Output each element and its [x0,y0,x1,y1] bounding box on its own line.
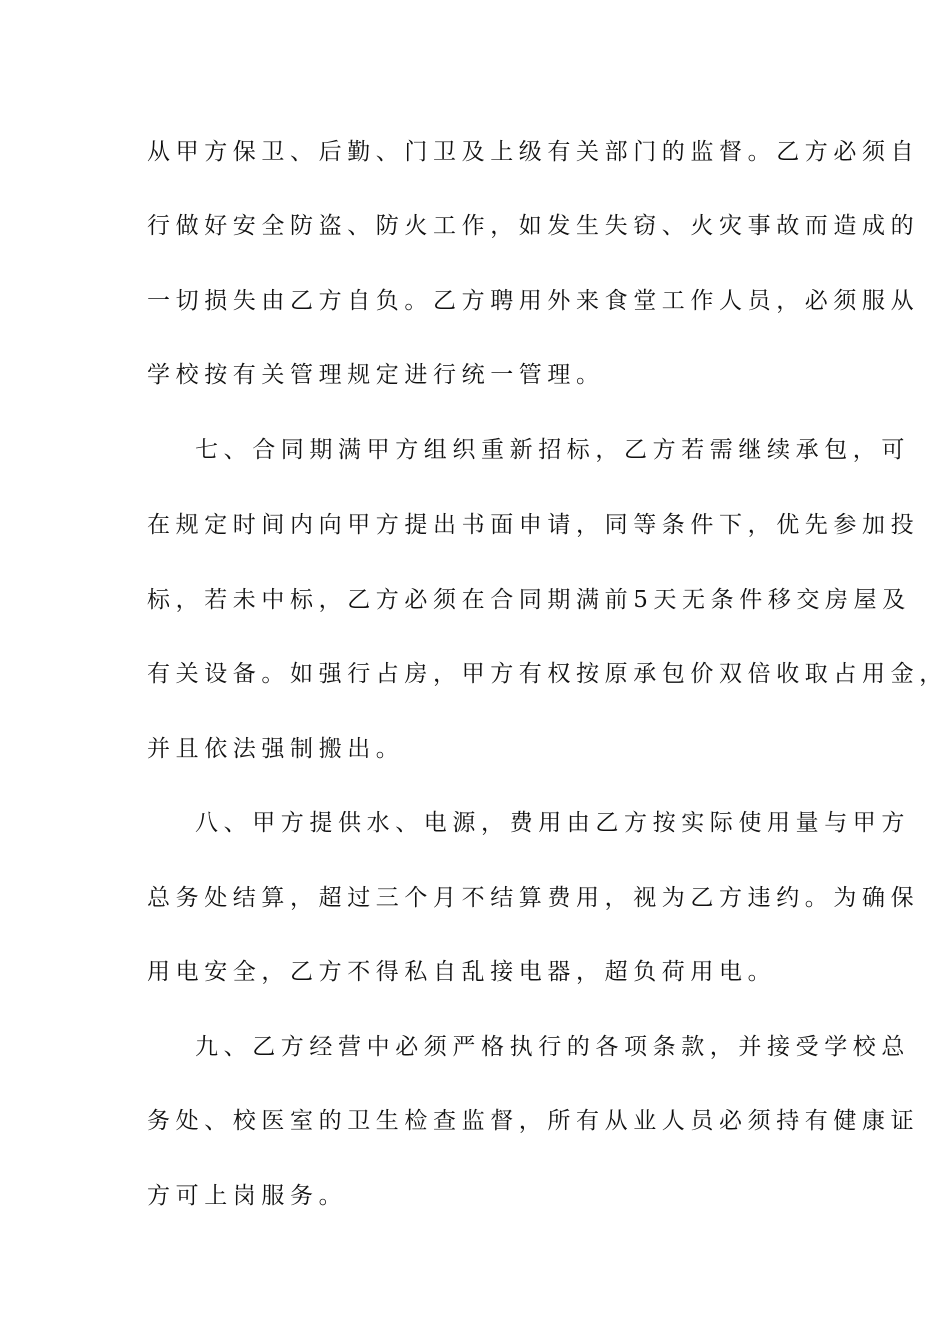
paragraph-7-line-5: 并且依法强制搬出。 [147,736,405,762]
paragraph-8-line-1: 八、甲方提供水、电源，费用由乙方按实际使用量与甲方 [195,810,910,836]
paragraph-7-line-2: 在规定时间内向甲方提出书面申请，同等条件下，优先参加投 [147,512,920,538]
paragraph-6-line-2: 行做好安全防盗、防火工作，如发生失窃、火灾事故而造成的 [147,213,920,239]
paragraph-6-line-1: 从甲方保卫、后勤、门卫及上级有关部门的监督。乙方必须自 [147,139,920,165]
paragraph-9-line-3: 方可上岗服务。 [147,1183,348,1209]
paragraph-6-line-4: 学校按有关管理规定进行统一管理。 [147,362,605,388]
paragraph-7-line-3: 标，若未中标，乙方必须在合同期满前5天无条件移交房屋及 [147,587,911,613]
paragraph-9-line-2: 务处、校医室的卫生检查监督，所有从业人员必须持有健康证 [147,1108,920,1134]
paragraph-8-line-2: 总务处结算，超过三个月不结算费用，视为乙方违约。为确保 [147,885,920,911]
paragraph-7-line-4: 有关设备。如强行占房，甲方有权按原承包价双倍收取占用金， [147,661,948,687]
paragraph-7-line-1: 七、合同期满甲方组织重新招标，乙方若需继续承包，可 [195,437,910,463]
paragraph-9-line-1: 九、乙方经营中必须严格执行的各项条款，并接受学校总 [195,1034,910,1060]
paragraph-8-line-3: 用电安全，乙方不得私自乱接电器，超负荷用电。 [147,959,777,985]
paragraph-6-line-3: 一切损失由乙方自负。乙方聘用外来食堂工作人员，必须服从 [147,288,920,314]
